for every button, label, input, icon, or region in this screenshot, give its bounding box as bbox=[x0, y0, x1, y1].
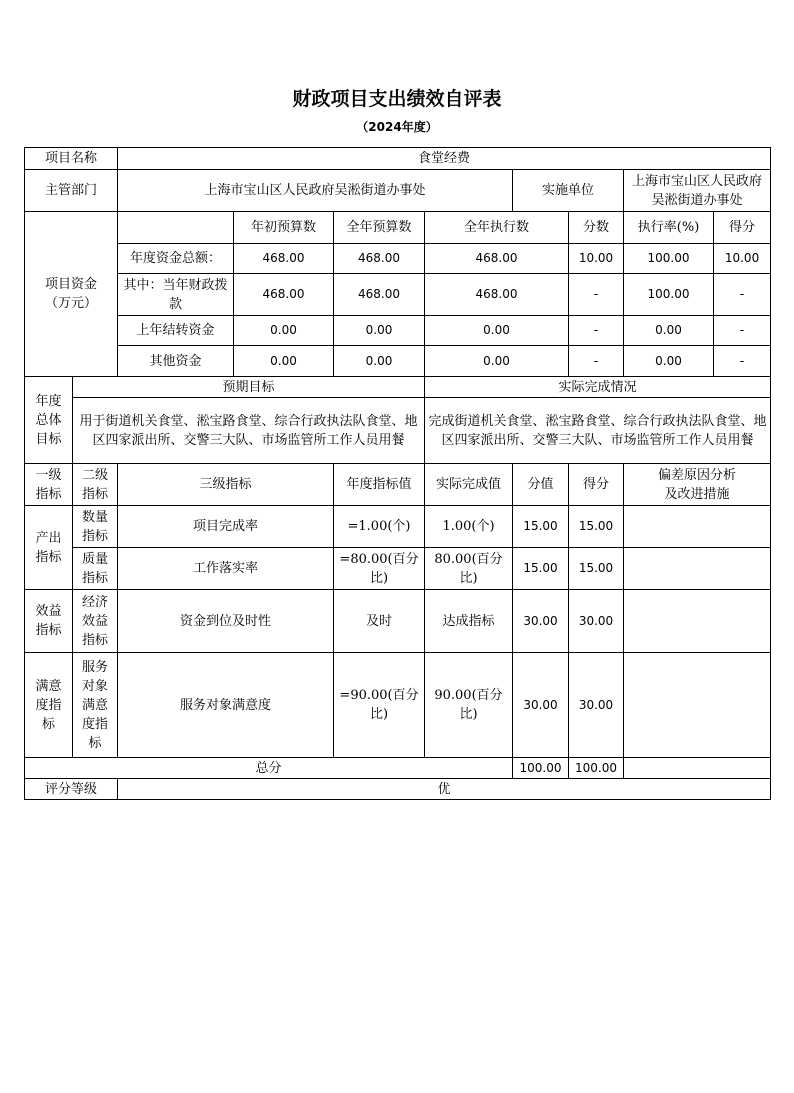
indicator-l3: 资金到位及时性 bbox=[118, 590, 334, 653]
group-output: 产出 指标 bbox=[25, 506, 73, 590]
funds-cell: 100.00 bbox=[624, 274, 714, 316]
funds-cell: 468.00 bbox=[334, 274, 425, 316]
total-score-value: 100.00 bbox=[513, 758, 569, 779]
funds-row-label: 其中：当年财政拨款 bbox=[118, 274, 234, 316]
project-name-value: 食堂经费 bbox=[118, 148, 771, 170]
funds-cell: 468.00 bbox=[234, 244, 334, 274]
indicator-score-value: 15.00 bbox=[513, 548, 569, 590]
indicator-target: =1.00(个) bbox=[334, 506, 425, 548]
indicator-score: 15.00 bbox=[569, 506, 624, 548]
dept-value: 上海市宝山区人民政府吴淞街道办事处 bbox=[118, 170, 513, 212]
funds-cell: - bbox=[714, 274, 771, 316]
evaluation-table bbox=[24, 147, 771, 800]
indicator-header-target: 年度指标值 bbox=[334, 464, 425, 506]
funds-header-rate: 执行率(%) bbox=[624, 212, 714, 244]
funds-cell: 0.00 bbox=[425, 316, 569, 346]
indicator-header-l3: 三级指标 bbox=[118, 464, 334, 506]
funds-cell: 0.00 bbox=[624, 316, 714, 346]
indicator-header-l2: 二级 指标 bbox=[73, 464, 118, 506]
total-note bbox=[624, 758, 771, 779]
indicator-actual: 1.00(个) bbox=[425, 506, 513, 548]
funds-cell: - bbox=[714, 316, 771, 346]
indicator-score-value: 30.00 bbox=[513, 653, 569, 758]
indicator-note bbox=[624, 590, 771, 653]
indicator-note bbox=[624, 653, 771, 758]
funds-cell: 468.00 bbox=[425, 244, 569, 274]
funds-cell: - bbox=[569, 346, 624, 377]
indicator-l2: 服务 对象 满意 度指 标 bbox=[73, 653, 118, 758]
group-benefit: 效益 指标 bbox=[25, 590, 73, 653]
indicator-target: =90.00(百分 比) bbox=[334, 653, 425, 758]
indicator-l2: 数量 指标 bbox=[73, 506, 118, 548]
funds-header-score: 得分 bbox=[714, 212, 771, 244]
page-title: 财政项目支出绩效自评表 bbox=[292, 88, 502, 110]
indicator-note bbox=[624, 548, 771, 590]
indicator-actual: 达成指标 bbox=[425, 590, 513, 653]
indicator-actual: 80.00(百分 比) bbox=[425, 548, 513, 590]
funds-header-executed: 全年执行数 bbox=[425, 212, 569, 244]
funds-cell: - bbox=[714, 346, 771, 377]
funds-header-initial: 年初预算数 bbox=[234, 212, 334, 244]
indicator-header-l1: 一级 指标 bbox=[25, 464, 73, 506]
funds-row-label: 上年结转资金 bbox=[118, 316, 234, 346]
page-subtitle: （2024年度） bbox=[356, 120, 438, 134]
funds-label: 项目资金 （万元） bbox=[25, 212, 118, 377]
funds-row-label: 其他资金 bbox=[118, 346, 234, 377]
indicator-actual: 90.00(百分 比) bbox=[425, 653, 513, 758]
group-satisfaction: 满意 度指 标 bbox=[25, 653, 73, 758]
actual-completion-text: 完成街道机关食堂、淞宝路食堂、综合行政执法队食堂、地区四家派出所、交警三大队、市场监管所工作人员用餐 bbox=[425, 398, 771, 464]
funds-cell: - bbox=[569, 316, 624, 346]
project-name-label: 项目名称 bbox=[25, 148, 118, 170]
actual-completion-header: 实际完成情况 bbox=[425, 377, 771, 398]
funds-cell: 10.00 bbox=[714, 244, 771, 274]
impl-unit-label: 实施单位 bbox=[513, 170, 624, 212]
funds-cell: - bbox=[569, 274, 624, 316]
indicator-l3: 工作落实率 bbox=[118, 548, 334, 590]
dept-label: 主管部门 bbox=[25, 170, 118, 212]
indicator-target: =80.00(百分 比) bbox=[334, 548, 425, 590]
funds-cell: 0.00 bbox=[234, 316, 334, 346]
grade-value: 优 bbox=[118, 779, 771, 800]
indicator-score-value: 30.00 bbox=[513, 590, 569, 653]
funds-cell: 10.00 bbox=[569, 244, 624, 274]
indicator-score: 30.00 bbox=[569, 653, 624, 758]
funds-cell: 0.00 bbox=[234, 346, 334, 377]
funds-row-label: 年度资金总额： bbox=[118, 244, 234, 274]
indicator-header-score-value: 分值 bbox=[513, 464, 569, 506]
total-score: 100.00 bbox=[569, 758, 624, 779]
funds-cell: 468.00 bbox=[334, 244, 425, 274]
indicator-l3: 服务对象满意度 bbox=[118, 653, 334, 758]
funds-header-points: 分数 bbox=[569, 212, 624, 244]
funds-header-annual: 全年预算数 bbox=[334, 212, 425, 244]
indicator-header-deviation: 偏差原因分析 及改进措施 bbox=[624, 464, 771, 506]
funds-cell: 0.00 bbox=[334, 316, 425, 346]
indicator-header-score: 得分 bbox=[569, 464, 624, 506]
impl-unit-value: 上海市宝山区人民政府吴淞街道办事处 bbox=[624, 170, 771, 212]
annual-goal-label: 年度 总体 目标 bbox=[25, 377, 73, 464]
indicator-score-value: 15.00 bbox=[513, 506, 569, 548]
funds-cell: 0.00 bbox=[624, 346, 714, 377]
expected-goal-header: 预期目标 bbox=[73, 377, 425, 398]
indicator-l2: 质量 指标 bbox=[73, 548, 118, 590]
indicator-target: 及时 bbox=[334, 590, 425, 653]
indicator-header-actual: 实际完成值 bbox=[425, 464, 513, 506]
expected-goal-text: 用于街道机关食堂、淞宝路食堂、综合行政执法队食堂、地区四家派出所、交警三大队、市场监管所工作人员用餐 bbox=[73, 398, 425, 464]
funds-cell: 468.00 bbox=[425, 274, 569, 316]
indicator-note bbox=[624, 506, 771, 548]
funds-header-blank bbox=[118, 212, 234, 244]
indicator-l2: 经济 效益 指标 bbox=[73, 590, 118, 653]
funds-cell: 0.00 bbox=[334, 346, 425, 377]
funds-cell: 100.00 bbox=[624, 244, 714, 274]
grade-label: 评分等级 bbox=[25, 779, 118, 800]
indicator-l3: 项目完成率 bbox=[118, 506, 334, 548]
funds-cell: 468.00 bbox=[234, 274, 334, 316]
funds-cell: 0.00 bbox=[425, 346, 569, 377]
indicator-score: 30.00 bbox=[569, 590, 624, 653]
total-label: 总分 bbox=[25, 758, 513, 779]
indicator-score: 15.00 bbox=[569, 548, 624, 590]
